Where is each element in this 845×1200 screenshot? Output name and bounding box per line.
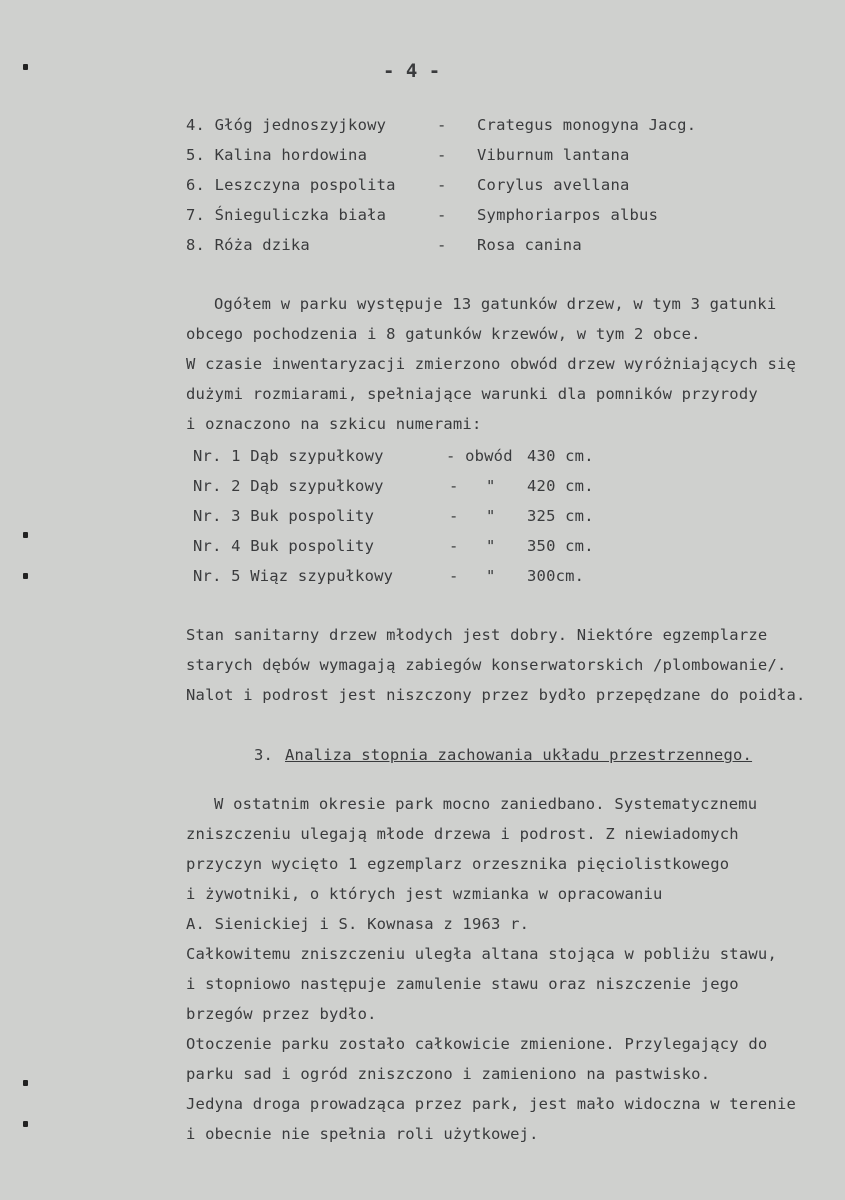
section-title: Analiza stopnia zachowania układu przestrzennego. xyxy=(285,746,753,764)
species-dash: - xyxy=(437,236,447,254)
text-line: i stopniowo następuje zamulenie stawu oraz niszczenie jego xyxy=(186,975,739,993)
text-line: zniszczeniu ulegają młode drzewa i podrost. Z niewiadomych xyxy=(186,825,739,843)
species-latin: Rosa canina xyxy=(477,236,582,254)
species-pl: 8. Róża dzika xyxy=(186,236,310,254)
species-dash: - xyxy=(437,176,447,194)
text-line: Jedyna droga prowadząca przez park, jest mało widoczna w terenie xyxy=(186,1095,797,1113)
tree-circumference: 350 cm. xyxy=(527,537,594,555)
tree-name: Nr. 2 Dąb szypułkowy xyxy=(193,477,384,495)
text-line: dużymi rozmiarami, spełniające warunki dla pomników przyrody xyxy=(186,385,758,403)
text-line: obcego pochodzenia i 8 gatunków krzewów, w tym 2 obce. xyxy=(186,325,701,343)
text-line: Całkowitemu zniszczeniu uległa altana stojąca w pobliżu stawu, xyxy=(186,945,777,963)
tree-dash: - xyxy=(449,477,459,495)
species-pl: 4. Głóg jednoszyjkowy xyxy=(186,116,387,134)
ditto-mark: " xyxy=(486,537,496,555)
species-pl: 6. Leszczyna pospolita xyxy=(186,176,396,194)
binder-hole-mark xyxy=(23,532,28,538)
page-number: - 4 - xyxy=(383,60,441,82)
text-line: A. Sienickiej i S. Kownasa z 1963 r. xyxy=(186,915,530,933)
species-latin: Viburnum lantana xyxy=(477,146,630,164)
text-line: parku sad i ogród zniszczono i zamieniono na pastwisko. xyxy=(186,1065,711,1083)
species-latin: Corylus avellana xyxy=(477,176,630,194)
tree-circumference: 430 cm. xyxy=(527,447,594,465)
tree-dash: - xyxy=(449,537,459,555)
tree-name: Nr. 5 Wiąz szypułkowy xyxy=(193,567,394,585)
ditto-mark: " xyxy=(486,507,496,525)
binder-hole-mark xyxy=(23,1121,28,1127)
tree-circumference: 300cm. xyxy=(527,567,585,585)
species-dash: - xyxy=(437,206,447,224)
binder-hole-mark xyxy=(23,64,28,70)
text-line: i obecnie nie spełnia roli użytkowej. xyxy=(186,1125,539,1143)
text-line: Stan sanitarny drzew młodych jest dobry. Niektóre egzemplarze xyxy=(186,626,768,644)
text-line: przyczyn wycięto 1 egzemplarz orzesznika pięciolistkowego xyxy=(186,855,730,873)
tree-name: Nr. 1 Dąb szypułkowy xyxy=(193,447,384,465)
tree-circumference: 325 cm. xyxy=(527,507,594,525)
tree-name: Nr. 4 Buk pospolity xyxy=(193,537,375,555)
ditto-mark: " xyxy=(486,567,496,585)
species-latin: Symphoriarpos albus xyxy=(477,206,659,224)
text-line: W czasie inwentaryzacji zmierzono obwód drzew wyróżniających się xyxy=(186,355,797,373)
binder-hole-mark xyxy=(23,573,28,579)
text-line: i oznaczono na szkicu numerami: xyxy=(186,415,482,433)
text-line: W ostatnim okresie park mocno zaniedbano. Systematycznemu xyxy=(214,795,758,813)
text-line: Otoczenie parku zostało całkowicie zmienione. Przylegający do xyxy=(186,1035,768,1053)
tree-dash: - obwód xyxy=(446,447,513,465)
species-dash: - xyxy=(437,146,447,164)
species-dash: - xyxy=(437,116,447,134)
text-line: i żywotniki, o których jest wzmianka w opracowaniu xyxy=(186,885,663,903)
tree-dash: - xyxy=(449,567,459,585)
text-line: starych dębów wymagają zabiegów konserwatorskich /plombowanie/. xyxy=(186,656,787,674)
ditto-mark: " xyxy=(486,477,496,495)
binder-hole-mark xyxy=(23,1080,28,1086)
tree-name: Nr. 3 Buk pospolity xyxy=(193,507,375,525)
species-latin: Crategus monogyna Jacg. xyxy=(477,116,697,134)
tree-dash: - xyxy=(449,507,459,525)
section-number: 3. xyxy=(254,746,274,764)
species-pl: 5. Kalina hordowina xyxy=(186,146,368,164)
text-line: brzegów przez bydło. xyxy=(186,1005,377,1023)
tree-circumference: 420 cm. xyxy=(527,477,594,495)
species-pl: 7. Śnieguliczka biała xyxy=(186,206,387,224)
text-line: Nalot i podrost jest niszczony przez bydło przepędzane do poidła. xyxy=(186,686,806,704)
text-line: Ogółem w parku występuje 13 gatunków drzew, w tym 3 gatunki xyxy=(214,295,777,313)
